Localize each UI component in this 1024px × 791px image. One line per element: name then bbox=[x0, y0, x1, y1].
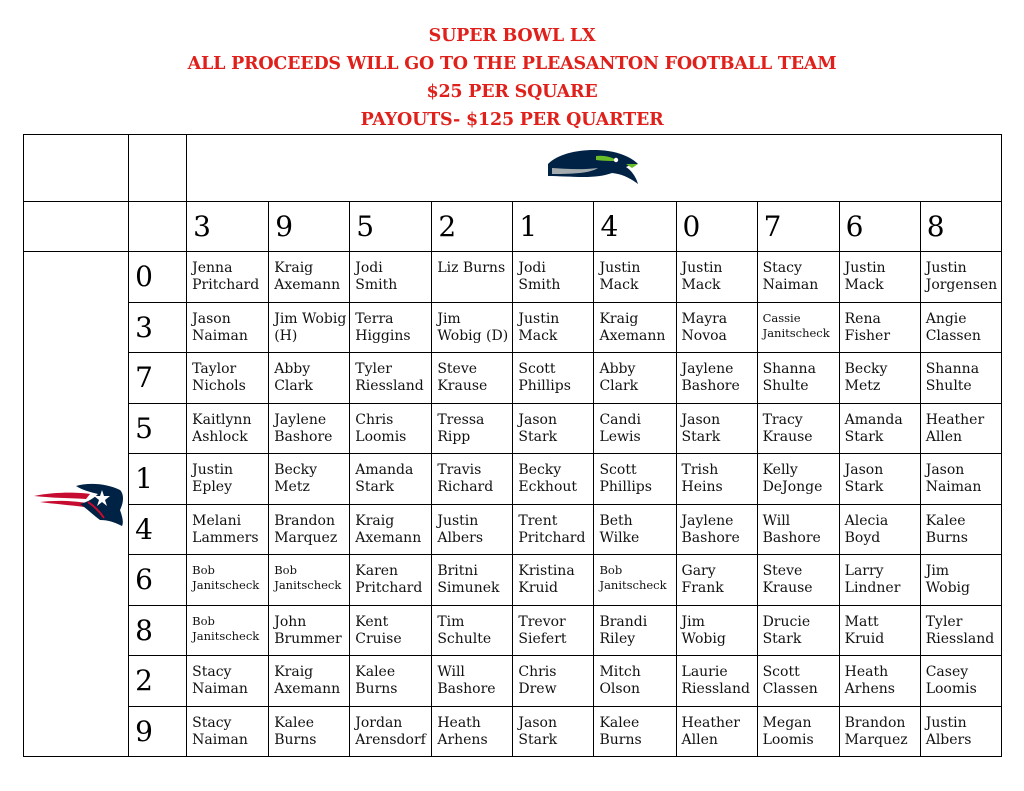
square-cell: Kraig Axemann bbox=[269, 656, 350, 707]
price-per-square: $25 PER SQUARE bbox=[426, 82, 598, 102]
square-cell: Jason Naiman bbox=[920, 454, 1001, 505]
column-digit: 5 bbox=[350, 202, 432, 252]
square-cell: Bob Janitscheck bbox=[269, 555, 350, 606]
square-cell: Heath Arhens bbox=[432, 706, 513, 757]
square-cell: John Brummer bbox=[269, 605, 350, 656]
square-cell: Angie Classen bbox=[920, 302, 1001, 353]
row-digit: 7 bbox=[129, 353, 187, 404]
square-cell: Trevor Siefert bbox=[513, 605, 594, 656]
seahawks-logo bbox=[546, 146, 642, 186]
square-cell: Amanda Stark bbox=[839, 403, 920, 454]
square-cell: Candi Lewis bbox=[594, 403, 676, 454]
square-cell: Stacy Naiman bbox=[757, 252, 839, 303]
grid-row bbox=[24, 605, 1002, 656]
square-cell: Justin Mack bbox=[594, 252, 676, 303]
column-digit: 3 bbox=[187, 202, 269, 252]
square-cell: Tracy Krause bbox=[757, 403, 839, 454]
square-cell: Jordan Arensdorf bbox=[350, 706, 432, 757]
pool-header bbox=[0, 22, 1024, 134]
square-cell: Shanna Shulte bbox=[757, 353, 839, 404]
square-cell: Jim Wobig bbox=[920, 555, 1001, 606]
square-cell: Cassie Janitscheck bbox=[757, 302, 839, 353]
corner-cell-4 bbox=[129, 202, 187, 252]
grid-row bbox=[24, 555, 1002, 606]
row-digit: 8 bbox=[129, 605, 187, 656]
title-super-bowl: SUPER BOWL LX bbox=[428, 26, 596, 46]
square-cell: Becky Metz bbox=[839, 353, 920, 404]
square-cell: Becky Eckhout bbox=[513, 454, 594, 505]
column-digits-row bbox=[24, 202, 1002, 252]
square-cell: Laurie Riessland bbox=[676, 656, 757, 707]
square-cell: Steve Krause bbox=[757, 555, 839, 606]
square-cell: Jason Naiman bbox=[187, 302, 269, 353]
grid-row bbox=[24, 706, 1002, 757]
column-digit: 9 bbox=[269, 202, 350, 252]
grid-row bbox=[24, 353, 1002, 404]
square-cell: Heather Allen bbox=[920, 403, 1001, 454]
square-cell: Jason Stark bbox=[839, 454, 920, 505]
square-cell: Steve Krause bbox=[432, 353, 513, 404]
column-digit: 1 bbox=[513, 202, 594, 252]
square-cell: Tyler Riessland bbox=[920, 605, 1001, 656]
square-cell: Jason Stark bbox=[513, 706, 594, 757]
square-cell: Stacy Naiman bbox=[187, 706, 269, 757]
square-cell: Tyler Riessland bbox=[350, 353, 432, 404]
square-cell: Justin Mack bbox=[513, 302, 594, 353]
square-cell: Melani Lammers bbox=[187, 504, 269, 555]
square-cell: Trish Heins bbox=[676, 454, 757, 505]
square-cell: Kelly DeJonge bbox=[757, 454, 839, 505]
square-cell: Brandon Marquez bbox=[269, 504, 350, 555]
square-cell: Justin Albers bbox=[920, 706, 1001, 757]
squares-grid bbox=[23, 134, 1002, 757]
square-cell: Jodi Smith bbox=[513, 252, 594, 303]
square-cell: Rena Fisher bbox=[839, 302, 920, 353]
square-cell: Kraig Axemann bbox=[269, 252, 350, 303]
square-cell: Matt Kruid bbox=[839, 605, 920, 656]
square-cell: Kalee Burns bbox=[920, 504, 1001, 555]
square-cell: Jim Wobig (D) bbox=[432, 302, 513, 353]
column-digit: 0 bbox=[676, 202, 757, 252]
square-cell: Jason Stark bbox=[513, 403, 594, 454]
square-cell: Scott Phillips bbox=[513, 353, 594, 404]
row-digit: 3 bbox=[129, 302, 187, 353]
square-cell: Kent Cruise bbox=[350, 605, 432, 656]
square-cell: Jaylene Bashore bbox=[676, 504, 757, 555]
patriots-logo-cell bbox=[24, 252, 129, 757]
square-cell: Kalee Burns bbox=[269, 706, 350, 757]
square-cell: Abby Clark bbox=[269, 353, 350, 404]
square-cell: Taylor Nichols bbox=[187, 353, 269, 404]
row-digit: 4 bbox=[129, 504, 187, 555]
square-cell: Will Bashore bbox=[432, 656, 513, 707]
square-cell: Chris Drew bbox=[513, 656, 594, 707]
grid-row bbox=[24, 252, 1002, 303]
grid-row bbox=[24, 656, 1002, 707]
square-cell: Beth Wilke bbox=[594, 504, 676, 555]
square-cell: Justin Mack bbox=[839, 252, 920, 303]
square-cell: Britni Simunek bbox=[432, 555, 513, 606]
column-digit: 4 bbox=[594, 202, 676, 252]
row-digit: 6 bbox=[129, 555, 187, 606]
square-cell: Jaylene Bashore bbox=[269, 403, 350, 454]
square-cell: Kalee Burns bbox=[350, 656, 432, 707]
square-cell: Tressa Ripp bbox=[432, 403, 513, 454]
square-cell: Abby Clark bbox=[594, 353, 676, 404]
row-digit: 2 bbox=[129, 656, 187, 707]
square-cell: Jenna Pritchard bbox=[187, 252, 269, 303]
square-cell: Jim Wobig (H) bbox=[269, 302, 350, 353]
proceeds-note: ALL PROCEEDS WILL GO TO THE PLEASANTON FOOTBALL TEAM bbox=[187, 54, 837, 74]
square-cell: Will Bashore bbox=[757, 504, 839, 555]
square-cell: Justin Mack bbox=[676, 252, 757, 303]
square-cell: Drucie Stark bbox=[757, 605, 839, 656]
square-cell: Alecia Boyd bbox=[839, 504, 920, 555]
column-digit: 6 bbox=[839, 202, 920, 252]
square-cell: Larry Lindner bbox=[839, 555, 920, 606]
square-cell: Amanda Stark bbox=[350, 454, 432, 505]
square-cell: Chris Loomis bbox=[350, 403, 432, 454]
square-cell: Casey Loomis bbox=[920, 656, 1001, 707]
square-cell: Bob Janitscheck bbox=[187, 605, 269, 656]
grid-row bbox=[24, 403, 1002, 454]
square-cell: Justin Epley bbox=[187, 454, 269, 505]
seahawks-logo-cell bbox=[187, 135, 1002, 202]
square-cell: Becky Metz bbox=[269, 454, 350, 505]
corner-cell-3 bbox=[24, 202, 129, 252]
square-cell: Mitch Olson bbox=[594, 656, 676, 707]
grid-row bbox=[24, 302, 1002, 353]
square-cell: Liz Burns bbox=[432, 252, 513, 303]
square-cell: Jaylene Bashore bbox=[676, 353, 757, 404]
column-digit: 8 bbox=[920, 202, 1001, 252]
row-digit: 1 bbox=[129, 454, 187, 505]
square-cell: Heath Arhens bbox=[839, 656, 920, 707]
square-cell: Travis Richard bbox=[432, 454, 513, 505]
payouts-note: PAYOUTS- $125 PER QUARTER bbox=[360, 110, 664, 130]
corner-cell-2 bbox=[129, 135, 187, 202]
square-cell: Mayra Novoa bbox=[676, 302, 757, 353]
row-digit: 0 bbox=[129, 252, 187, 303]
square-cell: Kraig Axemann bbox=[350, 504, 432, 555]
square-cell: Heather Allen bbox=[676, 706, 757, 757]
square-cell: Karen Pritchard bbox=[350, 555, 432, 606]
square-cell: Jason Stark bbox=[676, 403, 757, 454]
square-cell: Gary Frank bbox=[676, 555, 757, 606]
corner-cell bbox=[24, 135, 129, 202]
square-cell: Scott Classen bbox=[757, 656, 839, 707]
square-cell: Brandon Marquez bbox=[839, 706, 920, 757]
square-cell: Jim Wobig bbox=[676, 605, 757, 656]
square-cell: Jodi Smith bbox=[350, 252, 432, 303]
square-cell: Justin Albers bbox=[432, 504, 513, 555]
square-cell: Kristina Kruid bbox=[513, 555, 594, 606]
row-digit: 9 bbox=[129, 706, 187, 757]
grid-row bbox=[24, 504, 1002, 555]
square-cell: Brandi Riley bbox=[594, 605, 676, 656]
square-cell: Shanna Shulte bbox=[920, 353, 1001, 404]
grid-row bbox=[24, 454, 1002, 505]
column-digit: 2 bbox=[432, 202, 513, 252]
square-cell: Tim Schulte bbox=[432, 605, 513, 656]
square-cell: Bob Janitscheck bbox=[594, 555, 676, 606]
square-cell: Bob Janitscheck bbox=[187, 555, 269, 606]
square-cell: Kaitlynn Ashlock bbox=[187, 403, 269, 454]
logo-row bbox=[24, 135, 1002, 202]
column-digit: 7 bbox=[757, 202, 839, 252]
square-cell: Stacy Naiman bbox=[187, 656, 269, 707]
square-cell: Scott Phillips bbox=[594, 454, 676, 505]
square-cell: Megan Loomis bbox=[757, 706, 839, 757]
row-digit: 5 bbox=[129, 403, 187, 454]
square-cell: Terra Higgins bbox=[350, 302, 432, 353]
square-cell: Kalee Burns bbox=[594, 706, 676, 757]
patriots-logo bbox=[32, 480, 128, 528]
square-cell: Trent Pritchard bbox=[513, 504, 594, 555]
square-cell: Justin Jorgensen bbox=[920, 252, 1001, 303]
square-cell: Kraig Axemann bbox=[594, 302, 676, 353]
